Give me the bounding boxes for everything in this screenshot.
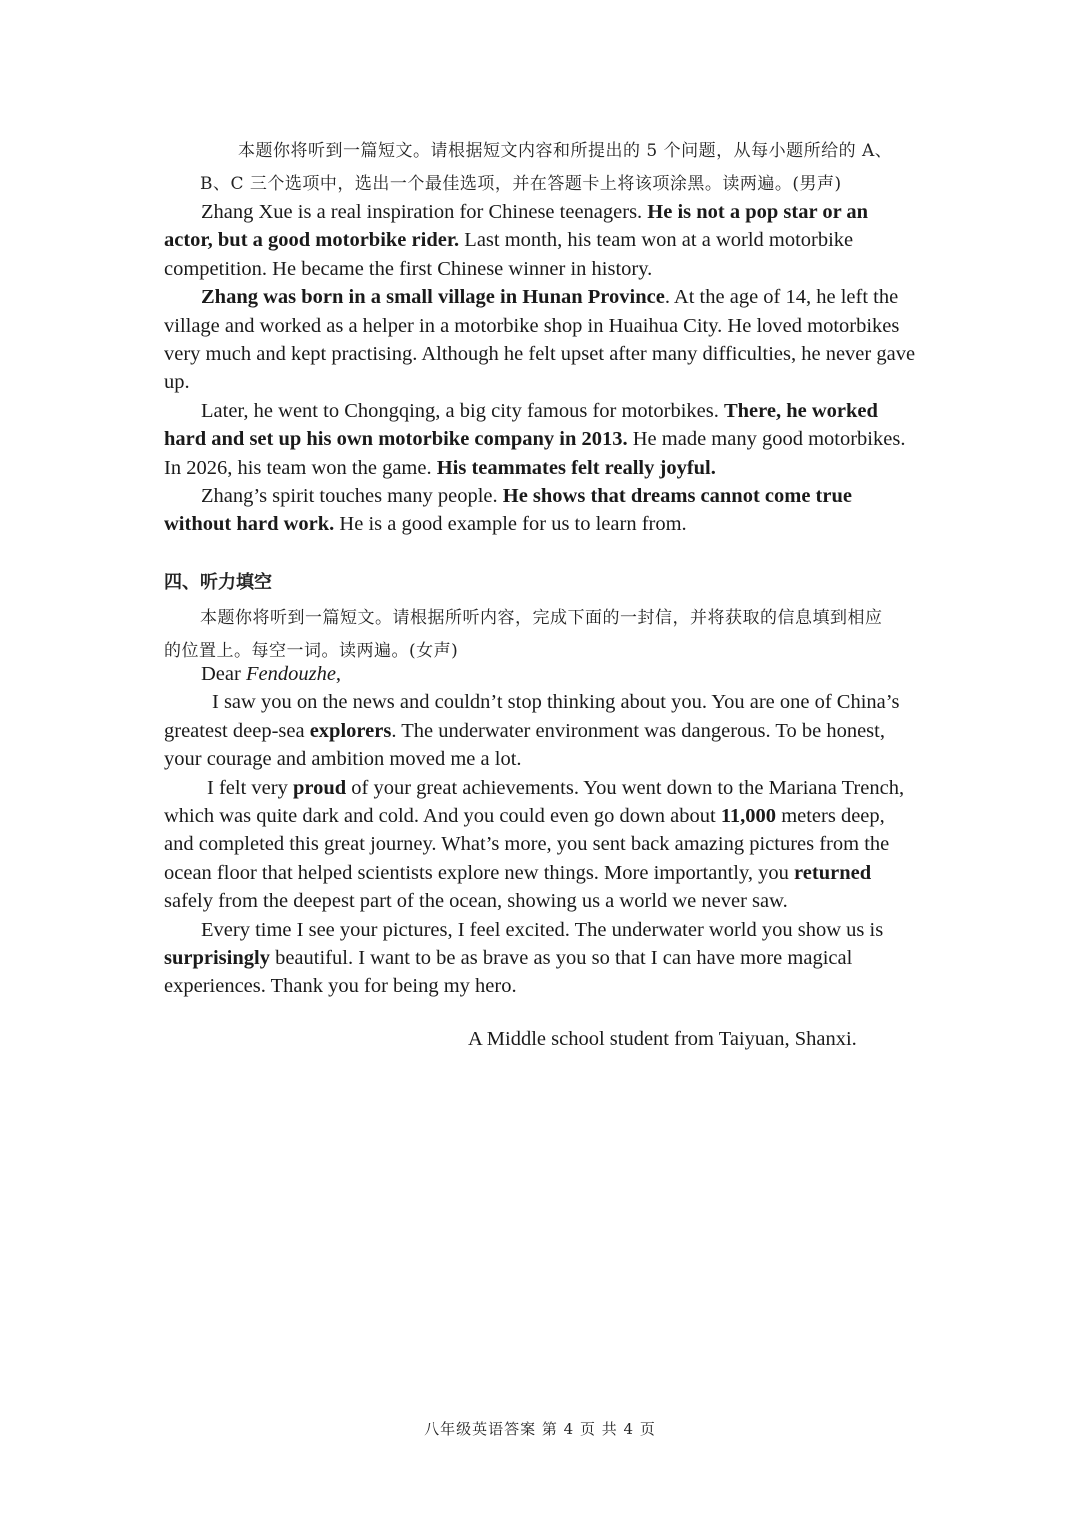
letter-signature: A Middle school student from Taiyuan, Shanxi. — [468, 1028, 857, 1050]
text-run: Zhang’s spirit touches many people. — [201, 485, 503, 508]
text-run: Zhang Xue is a real inspiration for Chinese teenagers. — [201, 201, 648, 223]
bold-text-run: returned — [794, 861, 872, 884]
text-run: Last month, his team won at a world motorbike competition. He became the first Chinese winner in history. — [164, 229, 854, 280]
letter-salutation: Dear Fendouzhe, — [201, 663, 342, 685]
section4-instruction-line1: 本题你将听到一篇短文。请根据所听内容，完成下面的一封信，并将获取的信息填到相应 — [200, 608, 883, 628]
bold-text-run: proud — [292, 776, 347, 799]
text-run: of your great achievements. You went down to the Mariana Trench, which was quite dark and cold. And you could even go down about — [164, 776, 905, 828]
text-run: meters deep, and completed this great journey. What’s more, you sent back amazing pictures from the ocean floor that helped scientists explore new things. More importantly, you — [164, 805, 890, 884]
letter-body — [164, 660, 916, 1001]
text-run: Later, he went to Chongqing, a big city famous for motorbikes. — [201, 399, 724, 422]
passage-paragraph — [164, 283, 916, 397]
section4-heading: 四、听力填空 — [164, 572, 272, 593]
text-run: Every time I see your pictures, I feel excited. The underwater world you show us is — [201, 918, 884, 941]
bold-text-run: 11,000 — [720, 805, 777, 828]
salutation-name: Fendouzhe — [245, 663, 336, 685]
text-run: He is a good example for us to learn from. — [334, 513, 687, 536]
section3-instruction-line1: 本题你将听到一篇短文。请根据短文内容和所提出的 5 个问题，从每小题所给的 A、 — [238, 141, 893, 161]
bold-text-run: There, he worked hard and set up his own motorbike company in 2013. — [164, 399, 878, 451]
passage-paragraph — [164, 198, 916, 283]
bold-text-run: His teammates felt really joyful. — [436, 456, 716, 479]
text-run: safely from the deepest part of the ocean, showing us a world we never saw. — [164, 890, 788, 913]
letter-paragraph — [164, 916, 916, 1001]
letter-paragraph — [164, 688, 916, 773]
bold-text-run: Zhang was born in a small village in Hunan Province — [201, 286, 665, 309]
passage-zhang-xue — [164, 198, 916, 539]
bold-text-run: surprisingly — [164, 947, 270, 970]
text-run: . At the age of 14, he left the village and worked as a helper in a motorbike shop in Huaihua City. He loved motorbikes very much and kept practising. Although he felt upset after many difficulties, he never gave up. — [164, 286, 916, 394]
text-run: He made many good motorbikes. In 2026, his team won the game. — [164, 428, 906, 479]
section3-instruction-line2: B、C 三个选项中，选出一个最佳选项，并在答题卡上将该项涂黑。读两遍。(男声) — [200, 174, 842, 194]
passage-paragraph — [164, 482, 916, 539]
letter-paragraph — [164, 774, 916, 916]
page-footer: 八年级英语答案 第 4 页 共 4 页 — [424, 1420, 656, 1438]
section4-instruction-line2: 的位置上。每空一词。读两遍。(女声) — [164, 641, 459, 661]
passage-paragraph — [164, 397, 916, 482]
bold-text-run: He is not a pop star or an actor, but a good motorbike rider. — [164, 201, 869, 252]
text-run: I felt very — [207, 776, 293, 799]
text-run: beautiful. I want to be as brave as you so that I can have more magical experiences. Thank you for being my hero. — [164, 947, 853, 998]
text-run: I saw you on the news and couldn’t stop thinking about you. You are one of China’s greatest deep-sea — [164, 691, 900, 742]
bold-text-run: He shows that dreams cannot come true without hard work. — [164, 485, 852, 536]
bold-text-run: explorers — [309, 719, 392, 742]
text-run: . The underwater environment was dangerous. To be honest, your courage and ambition moved me a lot. — [164, 719, 885, 771]
